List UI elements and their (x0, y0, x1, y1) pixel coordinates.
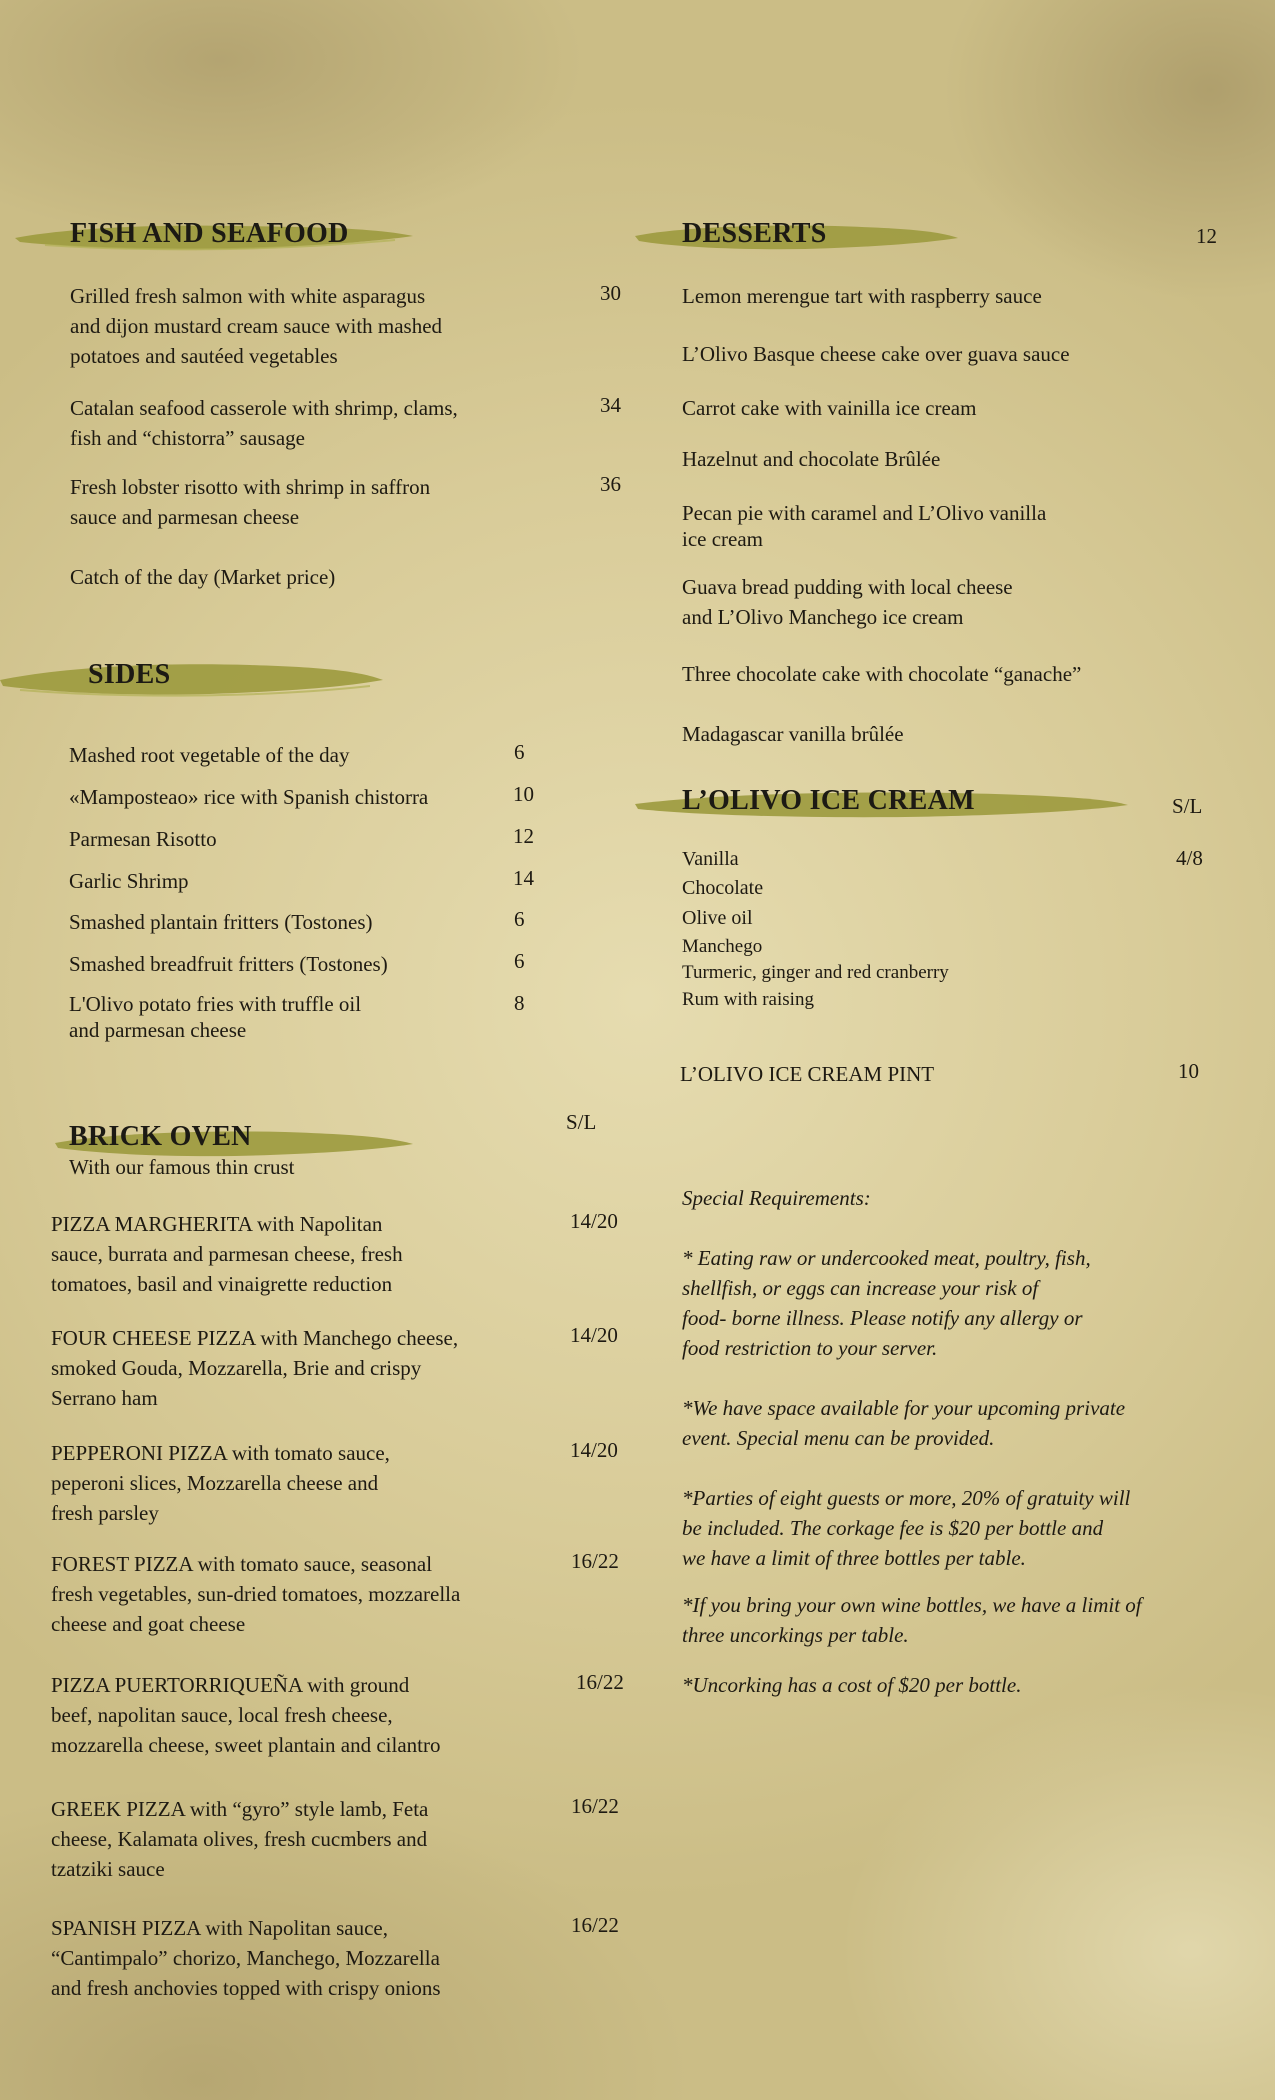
sides-price: 8 (514, 991, 525, 1015)
pizza-price: 16/22 (571, 1913, 619, 1937)
sides-item: Smashed breadfruit fritters (Tostones) (69, 952, 388, 976)
fish-price: 34 (600, 393, 621, 417)
fish-item: Catalan seafood casserole with shrimp, clams, fish and “chistorra” sausage (70, 396, 458, 450)
sides-price: 12 (513, 824, 534, 848)
sides-item: L'Olivo potato fries with truffle oil and parmesan cheese (69, 992, 362, 1042)
dessert-item: Guava bread pudding with local cheese and L’Olivo Manchego ice cream (682, 575, 1013, 629)
special-note: *We have space available for your upcoming private event. Special menu can be provided. (682, 1396, 1126, 1450)
desserts-heading: DESSERTS (682, 218, 827, 249)
dessert-item: Hazelnut and chocolate Brûlée (682, 447, 941, 471)
special-note: * Eating raw or undercooked meat, poultry, fish, shellfish, or eggs can increase your risk of food- borne illness. Please notify any allergy or food restriction to your server. (682, 1246, 1091, 1360)
sides-price: 6 (514, 949, 525, 973)
ice-cream-price: 4/8 (1176, 846, 1203, 870)
sides-item: Parmesan Risotto (69, 827, 217, 851)
ice-cream-flavor: Turmeric, ginger and red cranberry (682, 962, 949, 983)
pizza-item: GREEK PIZZA with “gyro” style lamb, Feta cheese, Kalamata olives, fresh cucmbers and tzatziki sauce (51, 1797, 429, 1881)
fish-price: 36 (600, 472, 621, 496)
sides-heading: SIDES (88, 659, 171, 690)
fish-seafood-heading: FISH AND SEAFOOD (70, 218, 349, 249)
special-note: *Uncorking has a cost of $20 per bottle. (682, 1673, 1022, 1697)
special-requirements-title: Special Requirements: (682, 1186, 871, 1210)
brush-stroke-sides (0, 658, 385, 700)
dessert-item: Three chocolate cake with chocolate “ganache” (682, 662, 1082, 686)
ice-cream-flavor: Chocolate (682, 877, 764, 899)
pizza-price: 14/20 (570, 1323, 618, 1347)
ice-cream-pint-price: 10 (1178, 1059, 1199, 1083)
pizza-item: FOUR CHEESE PIZZA with Manchego cheese, smoked Gouda, Mozzarella, Brie and crispy Serrano ham (51, 1326, 459, 1410)
ice-cream-flavor: Manchego (682, 936, 763, 957)
sides-price: 14 (513, 866, 534, 890)
sides-price: 10 (513, 782, 534, 806)
sides-item: Mashed root vegetable of the day (69, 743, 350, 767)
dessert-item: Madagascar vanilla brûlée (682, 722, 904, 746)
brick-oven-subtitle: With our famous thin crust (69, 1155, 295, 1179)
pizza-price: 14/20 (570, 1438, 618, 1462)
pizza-price: 14/20 (570, 1209, 618, 1233)
pizza-item: FOREST PIZZA with tomato sauce, seasonal fresh vegetables, sun-dried tomatoes, mozzarella cheese and goat cheese (51, 1552, 461, 1636)
pizza-price: 16/22 (576, 1670, 624, 1694)
special-note: *If you bring your own wine bottles, we have a limit of three uncorkings per table. (682, 1593, 1142, 1647)
ice-cream-flavor: Olive oil (682, 907, 753, 929)
sides-item: Smashed plantain fritters (Tostones) (69, 910, 373, 934)
pizza-price: 16/22 (571, 1549, 619, 1573)
fish-item: Grilled fresh salmon with white asparagus and dijon mustard cream sauce with mashed potatoes and sautéed vegetables (70, 284, 443, 368)
dessert-item: Carrot cake with vainilla ice cream (682, 396, 977, 420)
brick-size-label: S/L (566, 1110, 597, 1134)
pizza-item: PIZZA MARGHERITA with Napolitan sauce, burrata and parmesan cheese, fresh tomatoes, basil and vinaigrette reduction (51, 1212, 403, 1296)
pizza-price: 16/22 (571, 1794, 619, 1818)
dessert-item: Pecan pie with caramel and L’Olivo vanilla ice cream (682, 501, 1047, 551)
sides-price: 6 (514, 740, 525, 764)
fish-item: Catch of the day (Market price) (70, 565, 336, 589)
ice-cream-size-label: S/L (1172, 794, 1203, 818)
pizza-item: PIZZA PUERTORRIQUEÑA with ground beef, napolitan sauce, local fresh cheese, mozzarella cheese, sweet plantain and cilantro (51, 1673, 441, 1757)
dessert-item: Lemon merengue tart with raspberry sauce (682, 284, 1042, 308)
desserts-price: 12 (1196, 224, 1217, 248)
fish-item: Fresh lobster risotto with shrimp in saffron sauce and parmesan cheese (70, 475, 431, 529)
special-note: *Parties of eight guests or more, 20% of gratuity will be included. The corkage fee is $20 per bottle and we have a limit of three bottles per table. (682, 1486, 1131, 1570)
sides-item: «Mamposteao» rice with Spanish chistorra (69, 785, 429, 809)
ice-cream-flavor: Vanilla (682, 848, 739, 870)
brick-oven-heading: BRICK OVEN (69, 1121, 252, 1152)
pizza-item: SPANISH PIZZA with Napolitan sauce, “Cantimpalo” chorizo, Manchego, Mozzarella and fresh anchovies topped with crispy onions (51, 1916, 441, 2000)
ice-cream-flavor: Rum with raising (682, 989, 814, 1010)
dessert-item: L’Olivo Basque cheese cake over guava sauce (682, 342, 1070, 366)
sides-item: Garlic Shrimp (69, 869, 189, 893)
sides-price: 6 (514, 907, 525, 931)
fish-price: 30 (600, 281, 621, 305)
pizza-item: PEPPERONI PIZZA with tomato sauce, peperoni slices, Mozzarella cheese and fresh parsley (51, 1441, 390, 1525)
ice-cream-heading: L’OLIVO ICE CREAM (682, 785, 975, 816)
ice-cream-pint-label: L’OLIVO ICE CREAM PINT (680, 1062, 935, 1086)
